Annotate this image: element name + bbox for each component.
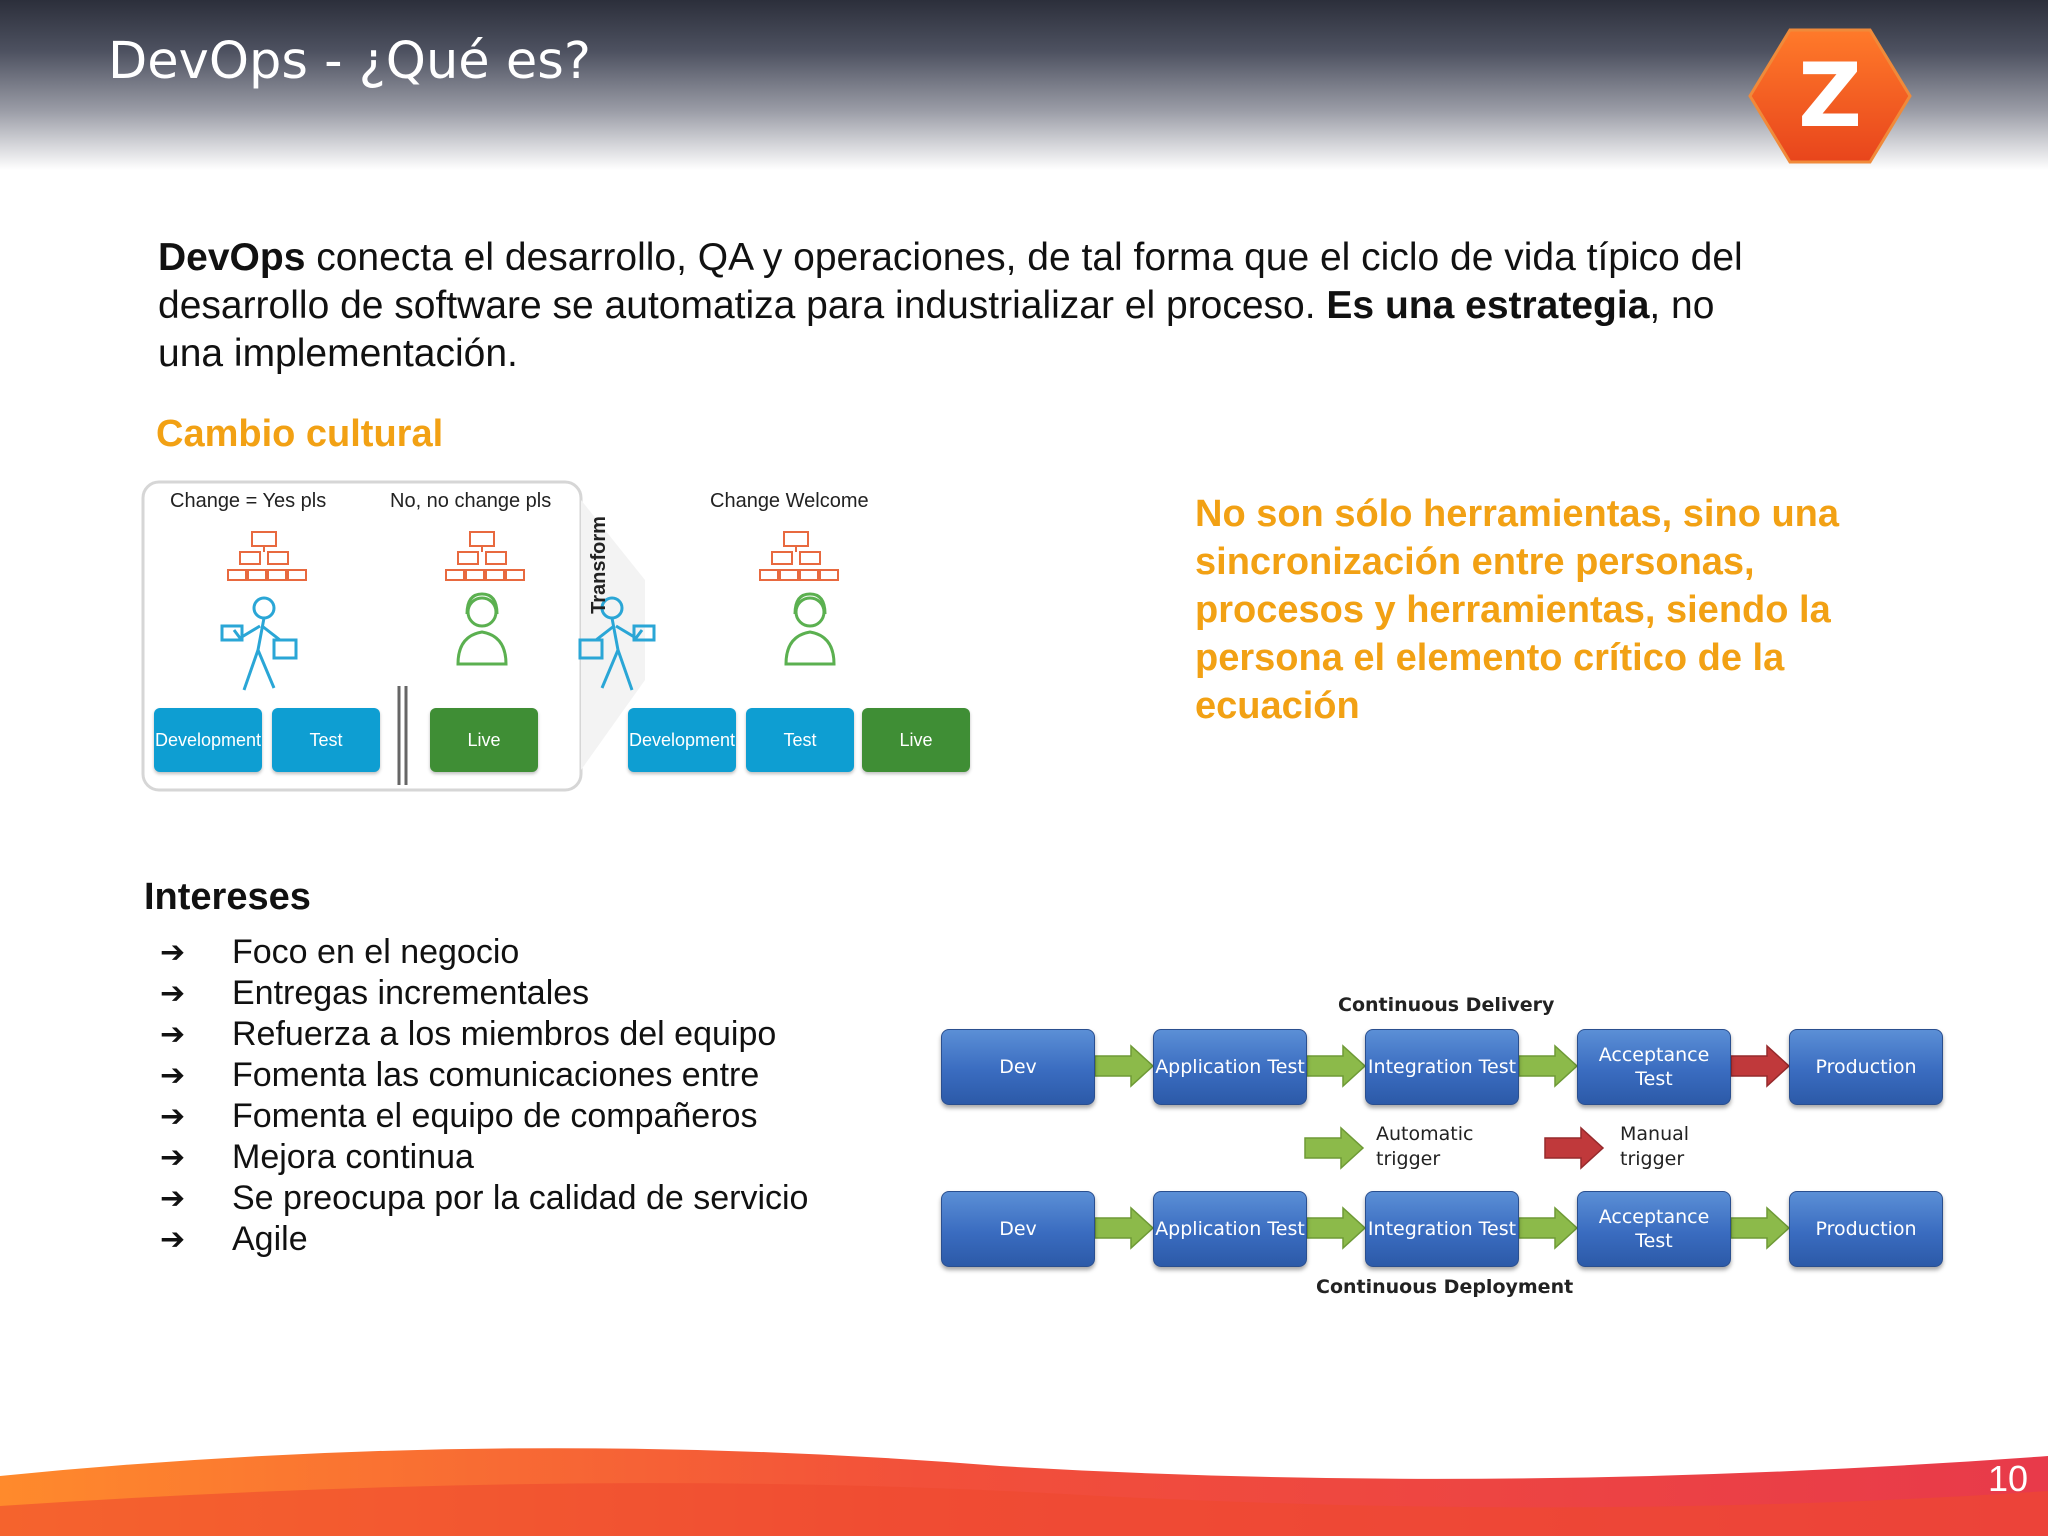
stage-test: Test <box>272 708 380 772</box>
list-item-text: Se preocupa por la calidad de servicio <box>232 1179 809 1217</box>
automatic-trigger-label: Automatic trigger <box>1376 1123 1474 1170</box>
arrow-icon: ➔ <box>160 1099 186 1134</box>
list-item <box>160 973 808 1014</box>
arrow-icon: ➔ <box>160 1058 186 1093</box>
stage-live: Live <box>862 708 970 772</box>
key-quote: No son sólo herramientas, sino una sincronización entre personas, procesos y herramientas, siendo la persona el elemento crítico de la ecuación <box>1195 493 1840 727</box>
stage-test: Test <box>746 708 854 772</box>
list-item-text: Entregas incrementales <box>232 974 590 1012</box>
intro-text-1: conecta el desarrollo, QA y operaciones, de tal forma que el ciclo de vida típico del desarrollo de software se automatiza para industrializar el proceso. <box>158 236 1743 327</box>
list-item-text: Mejora continua <box>232 1138 474 1176</box>
list-item <box>160 1055 808 1096</box>
arrow-icon: ➔ <box>160 1140 186 1175</box>
logo-letter: Z <box>1798 44 1862 147</box>
transform-label: Transform <box>588 516 610 614</box>
list-item-text: Refuerza a los miembros del equipo <box>232 1015 777 1053</box>
manual-trigger-label: Manual trigger <box>1620 1123 1690 1170</box>
stage-acceptance-test: Acceptance Test <box>1577 1191 1731 1267</box>
stage-dev: Dev <box>941 1029 1095 1105</box>
intro-paragraph <box>158 234 1758 378</box>
list-item <box>160 1014 808 1055</box>
list-item <box>160 1219 808 1260</box>
label-change-welcome: Change Welcome <box>710 490 869 512</box>
slide-title: DevOps - ¿Qué es? <box>108 32 591 91</box>
list-item <box>160 1096 808 1137</box>
stage-production: Production <box>1789 1191 1943 1267</box>
intro-bold-devops: DevOps <box>158 236 306 279</box>
legend-automatic-arrow-icon <box>1305 1128 1363 1168</box>
list-item <box>160 1137 808 1178</box>
stage-application-test: Application Test <box>1153 1191 1307 1267</box>
page-number: 10 <box>1988 1458 2029 1499</box>
culture-diagram <box>140 480 980 796</box>
stage-development: Development <box>628 708 736 772</box>
org-chart-icon <box>760 532 838 580</box>
continuous-deployment-title: Continuous Deployment <box>1316 1276 1574 1298</box>
automatic-arrow-icon <box>1731 1208 1789 1248</box>
stage-development: Development <box>154 708 262 772</box>
arrow-icon: ➔ <box>160 935 186 970</box>
manual-arrow-icon <box>1731 1046 1789 1086</box>
automatic-arrow-icon <box>1519 1046 1577 1086</box>
stage-acceptance-test: Acceptance Test <box>1577 1029 1731 1105</box>
stage-application-test: Application Test <box>1153 1029 1307 1105</box>
continuous-delivery-title: Continuous Delivery <box>1338 994 1555 1016</box>
slide-header <box>0 0 2048 170</box>
list-item <box>160 1178 808 1219</box>
stage-dev: Dev <box>941 1191 1095 1267</box>
intro-text-2: , no una implementación. <box>158 284 1715 375</box>
automatic-arrow-icon <box>1307 1046 1365 1086</box>
arrow-icon: ➔ <box>160 1181 186 1216</box>
culture-diagram-frame <box>140 480 980 796</box>
pipeline-diagram <box>930 990 1950 1310</box>
arrow-icon: ➔ <box>160 1017 186 1052</box>
intereses-list <box>160 932 808 1260</box>
arrow-icon: ➔ <box>160 1222 186 1257</box>
footer-wave <box>0 1436 2048 1536</box>
legend-manual-arrow-icon <box>1545 1128 1603 1168</box>
stage-production: Production <box>1789 1029 1943 1105</box>
stage-integration-test: Integration Test <box>1365 1029 1519 1105</box>
automatic-arrow-icon <box>1095 1046 1153 1086</box>
intereses-heading: Intereses <box>144 876 311 918</box>
cambio-cultural-heading: Cambio cultural <box>156 413 444 455</box>
stage-live: Live <box>430 708 538 772</box>
automatic-arrow-icon <box>1307 1208 1365 1248</box>
list-item-text: Fomenta las comunicaciones entre <box>232 1056 760 1094</box>
intro-bold-strategy: Es una estrategia <box>1326 284 1650 327</box>
operator-icon <box>786 594 834 664</box>
label-no-change: No, no change pls <box>390 490 552 512</box>
list-item-text: Foco en el negocio <box>232 933 520 971</box>
automatic-arrow-icon <box>1519 1208 1577 1248</box>
stage-integration-test: Integration Test <box>1365 1191 1519 1267</box>
list-item-text: Fomenta el equipo de compañeros <box>232 1097 758 1135</box>
list-item <box>160 932 808 973</box>
automatic-arrow-icon <box>1095 1208 1153 1248</box>
label-change-yes: Change = Yes pls <box>170 490 327 512</box>
company-logo <box>1748 26 1912 166</box>
arrow-icon: ➔ <box>160 976 186 1011</box>
list-item-text: Agile <box>232 1220 308 1258</box>
